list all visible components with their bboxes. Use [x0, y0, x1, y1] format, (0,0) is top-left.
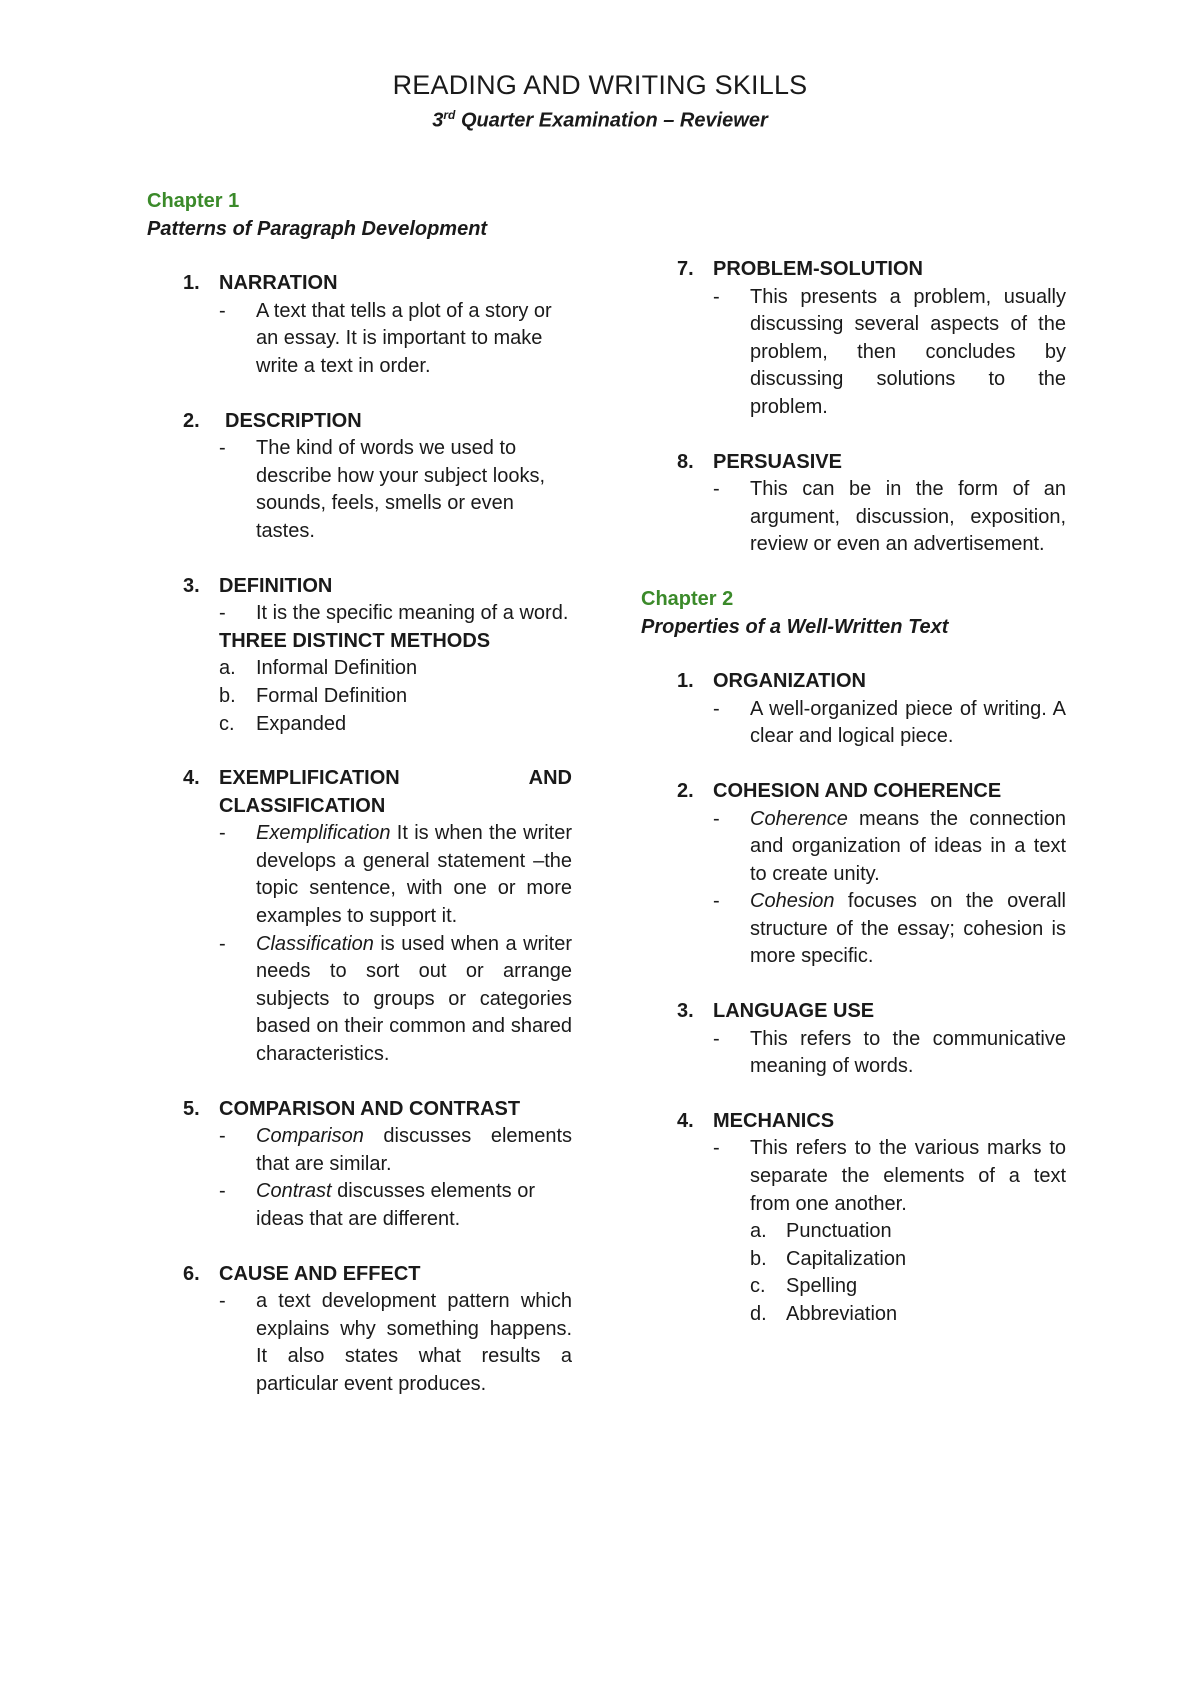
bullet-point: [219, 1288, 572, 1398]
dash-marker: -: [713, 285, 720, 308]
method-item: [219, 655, 572, 683]
chapter-2-label: Chapter 2: [641, 587, 734, 610]
bullet-text: A well-organized piece of writing. A clear and logical piece.: [750, 697, 1066, 748]
method-item: [219, 711, 572, 739]
bullet-text: This can be in the form of an argument, discussion, exposition, review or even an advertisement.: [750, 478, 1066, 556]
item-number: 2.: [183, 409, 200, 432]
item-heading: MECHANICS: [713, 1109, 835, 1132]
document-title: READING AND WRITING SKILLS: [392, 70, 808, 100]
item-heading: NARRATION: [219, 272, 338, 295]
bullet-text: It is the specific meaning of a word.: [256, 602, 569, 625]
bullet-text: a text development pattern which explains why something happens. It also states what results a particular event produces.: [256, 1290, 572, 1395]
mechanics-sub-item: [713, 1246, 1066, 1274]
subtitle-text: Quarter Examination – Reviewer: [455, 109, 768, 132]
item-number: 1.: [677, 670, 694, 693]
dash-marker: -: [713, 1137, 720, 1160]
bullet-point: [713, 806, 1066, 889]
sub-letter: d.: [750, 1303, 767, 1325]
sub-letter: b.: [750, 1247, 767, 1270]
list-item-narration: [147, 270, 572, 380]
sub-letter: a.: [750, 1220, 767, 1243]
sub-text: Spelling: [786, 1275, 858, 1298]
right-column: [641, 256, 1066, 1356]
methods-heading: THREE DISTINCT METHODS: [219, 629, 491, 652]
item-number: 6.: [183, 1262, 200, 1285]
dash-marker: -: [713, 478, 720, 501]
method-text: Expanded: [256, 712, 347, 735]
bullet-point: [713, 284, 1066, 422]
bullet-text: This refers to the communicative meaning of words.: [750, 1027, 1066, 1078]
bullet-point: [219, 1123, 572, 1178]
bullet-point: [713, 888, 1066, 971]
item-number: 7.: [677, 258, 694, 280]
item-number: 3.: [183, 574, 200, 597]
list-item-organization: [641, 668, 1066, 751]
item-heading: CAUSE AND EFFECT: [219, 1262, 421, 1285]
method-item: [219, 683, 572, 711]
list-item-description: [147, 408, 572, 546]
method-letter: c.: [219, 712, 235, 735]
bullet-term: Classification: [256, 932, 374, 955]
sub-text: Capitalization: [786, 1247, 907, 1270]
item-number: 2.: [677, 779, 694, 802]
dash-marker: -: [713, 1027, 720, 1050]
bullet-point: [713, 1026, 1066, 1081]
bullet-text: It is when the writer develops a general statement –the topic sentence, with one or more examples to support it.: [256, 822, 572, 928]
item-number: 4.: [183, 767, 200, 790]
list-item-cohesion-coherence: [641, 778, 1066, 971]
mechanics-sub-item: [713, 1301, 1066, 1329]
list-item-cause-effect: [147, 1261, 572, 1399]
bullet-text: This presents a problem, usually discussing several aspects of the problem, then concludes by discussing solutions to the problem.: [750, 285, 1066, 418]
bullet-point: [219, 298, 572, 381]
dash-marker: -: [713, 890, 720, 913]
bullet-text: The kind of words we used to describe how your subject looks, sounds, feels, smells or even tastes.: [256, 437, 546, 542]
item-heading: COMPARISON AND CONTRAST: [219, 1097, 521, 1120]
item-number: 4.: [677, 1109, 694, 1132]
dash-marker: -: [219, 437, 226, 460]
bullet-point: [219, 820, 572, 930]
bullet-text: discusses elements that are similar.: [256, 1125, 572, 1175]
bullet-term: Coherence: [750, 807, 848, 830]
chapter-2-title: Properties of a Well-Written Text: [641, 615, 949, 638]
bullet-text: A text that tells a plot of a story or an essay. It is important to make write a text in order.: [256, 299, 552, 377]
bullet-point: [219, 931, 572, 1069]
dash-marker: -: [219, 1180, 226, 1203]
subtitle-number: 3: [432, 109, 444, 132]
list-item-definition: [147, 573, 572, 739]
item-heading: COHESION AND COHERENCE: [713, 779, 1002, 802]
method-text: Informal Definition: [256, 657, 418, 680]
bullet-point: [219, 435, 572, 545]
sub-text: Punctuation: [786, 1220, 892, 1243]
bullet-text: is used when a writer needs to sort out or arrange subjects to groups or categories based on their common and shared characteristics.: [256, 932, 572, 1066]
bullet-term: Contrast: [256, 1180, 332, 1203]
bullet-term: Cohesion: [750, 890, 835, 913]
list-item-persuasive: [641, 449, 1066, 559]
list-item-mechanics: [641, 1108, 1066, 1329]
bullet-point: [713, 696, 1066, 751]
item-number: 1.: [183, 272, 200, 295]
bullet-term: Comparison: [256, 1125, 364, 1148]
dash-marker: -: [219, 822, 226, 845]
item-number: 8.: [677, 450, 694, 473]
item-heading: DEFINITION: [219, 574, 333, 597]
dash-marker: -: [219, 1290, 226, 1313]
item-heading: EXEMPLIFICATION AND CLASSIFICATION: [219, 767, 572, 817]
dash-marker: -: [219, 1125, 226, 1148]
sub-letter: c.: [750, 1275, 766, 1298]
dash-marker: -: [219, 602, 226, 625]
bullet-text: This refers to the various marks to separate the elements of a text from one another.: [750, 1137, 1066, 1215]
dash-marker: -: [713, 807, 720, 830]
bullet-term: Exemplification: [256, 822, 391, 845]
bullet-text: means the connection and organization of ideas in a text to create unity.: [750, 807, 1066, 885]
dash-marker: -: [713, 697, 720, 720]
bullet-point: [219, 600, 572, 628]
bullet-text: discusses elements or ideas that are different.: [256, 1180, 536, 1230]
list-item-language-use: [641, 998, 1066, 1081]
item-heading: PERSUASIVE: [713, 450, 842, 473]
mechanics-sub-item: [713, 1218, 1066, 1246]
item-number: 5.: [183, 1097, 200, 1120]
item-heading: ORGANIZATION: [713, 670, 866, 693]
chapter-1-title: Patterns of Paragraph Development: [147, 217, 488, 240]
bullet-text: focuses on the overall structure of the essay; cohesion is more specific.: [750, 890, 1066, 968]
document-subtitle: [0, 108, 1200, 133]
sub-text: Abbreviation: [786, 1303, 898, 1325]
chapter-1-label: Chapter 1: [147, 190, 240, 212]
mechanics-sub-item: [713, 1273, 1066, 1301]
left-column: [147, 188, 572, 1426]
dash-marker: -: [219, 299, 226, 322]
method-letter: a.: [219, 657, 236, 680]
bullet-point: [713, 476, 1066, 559]
subtitle-ordinal: rd: [443, 108, 456, 122]
list-item-problem-solution: [641, 256, 1066, 422]
item-heading: PROBLEM-SOLUTION: [713, 258, 923, 280]
item-heading: DESCRIPTION: [225, 409, 362, 432]
bullet-point: [713, 1135, 1066, 1218]
method-text: Formal Definition: [256, 684, 408, 707]
list-item-exemplification: [147, 765, 572, 1069]
dash-marker: -: [219, 932, 226, 955]
method-letter: b.: [219, 684, 236, 707]
bullet-point: [219, 1178, 572, 1233]
list-item-comparison: [147, 1096, 572, 1234]
item-number: 3.: [677, 1000, 694, 1023]
item-heading: LANGUAGE USE: [713, 1000, 875, 1023]
